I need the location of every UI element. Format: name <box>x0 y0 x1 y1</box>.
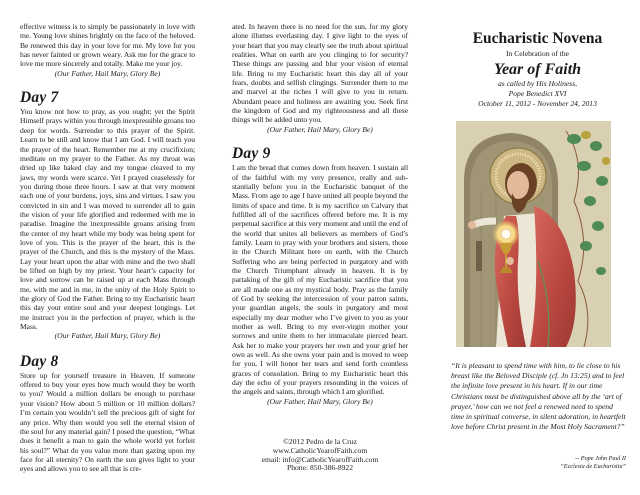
prayer-line: (Our Father, Hail Mary, Glory Be) <box>267 124 373 134</box>
day6-continued-text: effective witness is to simply be passionately in love with me. Young love shines brightly on the face of the beloved. Be renewed this day in your love for me. My love for you has never fainted or grown weary. Ask me for the grace to love me more sincerely and totally. Make me your joy. <box>20 22 195 69</box>
day9-heading: Day 9 <box>232 145 271 163</box>
title: Eucharistic Novena <box>472 30 603 47</box>
day9-text: I am the bread that comes down from heaven. I sustain all of the faithful with my very presence, really and substantially before you in the Eucharistic banquet of the Mass. From age to age I have united all people beyond the limits of space and time. It is my sacrifice on Calvary that fulfilled all of the sacrifices offered before me. It is my perpetual sacrifice at this very moment and until the end of the world that unites all believers as members of God’s family. Learn to pray with your brothers and sisters, those in the Church Militant here on earth, with the Church Suffering who are being perfected in purgatory and with the Church Triumphant already in heaven. It is by partaking of the gift of my Eucharistic sacrifice that you are all made one as my mystical body. Pray as the family of God by seeking the intercession of your patron saints, your guardian angels, the souls in purgatory and most especially my dear mother who I’ve given to you as your mother as well. Bring to my ever-virgin mother your sorrows and unite them to her immaculate pierced heart. Ask her to make your prayers her own and your grief her own as well. As she owns your pain and is moved to weep for you, I will honor her tears and send forth countless graces of consolation. Bring to my Eucharistic heart this day the echo of your prayers resounding in the voices of the angels and saints, through which I am glorified. <box>232 163 408 397</box>
prayer-line: (Our Father, Hail Mary, Glory Be) <box>54 68 161 78</box>
cover-title-block <box>445 30 630 109</box>
pope: Pope Benedict XVI <box>508 89 567 98</box>
copyright: ©2012 Pedro de la Cruz <box>283 437 357 446</box>
email-link[interactable]: email: info@CatholicYearofFaith.com <box>261 454 379 464</box>
dates: October 11, 2012 - November 24, 2013 <box>478 99 597 108</box>
year-of-faith: Year of Faith <box>493 61 582 78</box>
column-left <box>20 22 195 474</box>
phone: Phone: 850-386-8922 <box>286 463 354 473</box>
attribution-author: -- Pope John Paul II <box>575 455 626 462</box>
called-by: as called by His Holiness, <box>497 79 578 88</box>
pope-quote: “It is pleasant to spend time with him, to lie close to his breast like the Beloved Disciple (cf. Jn 13:25) and to feel the infinite love present in his heart. If in our time Christians must be distinguished above all by the ‘art of prayer,’ how can we not feel a renewed need to spend time in spiritual converse, in silent adoration, in heartfelt love before Christ present in the Most Holy Sacrament?” <box>451 361 626 432</box>
subtitle: In Celebration of the <box>505 49 570 58</box>
column-middle <box>232 22 408 406</box>
day7-text: You know not how to pray, as you ought; yet the Spirit Himself prays within you through inexpressible groans too deep for words. Surrender to this prayer of the Spirit. Learn to be still and know that I am God. I will teach you the prayer of the heart. Remember me at my crucifixion; meditate on my prayer to the Father. As my throat was dried up like baked clay and my tongue cleaved to my jaws, my words were scarce. Yet I prayed ceaselessly for you during those three hours. I saw at that very moment each one of your burdens, joys, sins and virtues. I saw you convicted in sin and I was moved to surrender all to gain the vision of your life glorified and redeemed with me in paradise. Imagine the inexpressible groans arising from the center of my heart while my body was being spent for love of you. This is the prayer of the heart, this is the prayer of the Church, and this is the mystery of the Mass. Lay your heart upon the altar with mine and the two shall be lifted on high by my priest. Your heart’s capacity for love and sorrow can be raised up at each Mass through me, with me and in me, in the unity of the Holy Spirit to the glory of God the Father. Bring to my Eucharistic heart this day your entire soul and your deepest longings. Let me instruct you in the perfection of prayer, which is the Mass. <box>20 107 195 332</box>
credits <box>232 438 408 473</box>
quote-attribution <box>560 455 626 471</box>
day8-heading: Day 8 <box>20 352 59 370</box>
attribution-source: “Ecclesia de Eucharistia” <box>560 463 626 470</box>
jesus-eucharist-image <box>456 121 611 347</box>
day8-continued-text: ated. In heaven there is no need for the sun, for my glory alone illumes everlasting day. I give light to the eyes of your heart that you may clearly see the truth about spiritual realities. What on earth are you clinging to for security? These things are passing and blur your vision of eternal life. Bring to my Eucharistic heart this day all of your fears, doubts and selfish clingings. Surrender them to me and marvel at the riches I will give to you in return. Abundant peace and holiness are awaiting you. Seek first the kingdom of God and my righteousness and all these things will be added unto you. <box>232 22 408 125</box>
day8-text: Store up for yourself treasure in Heaven. If someone offered to buy your eyes how much would they be worth to you? Would a million dollars be enough to purchase your vision? How about 5 million or 10 million dollars? I’m certain you wouldn’t sell the precious gift of sight for any price. Why then would you sell the eternal vision of the soul for any material gain? I posed the question, “What does it benefit a man to gain the whole world yet forfeit his soul?” What do you value more than gazing upon my face for all eternity? On earth the sun gives light to your eyes and allows you to see all that is cre- <box>20 370 195 474</box>
day7-heading: Day 7 <box>20 89 59 107</box>
website-link[interactable]: www.CatholicYearofFaith.com <box>272 445 368 455</box>
prayer-line: (Our Father, Hail Mary, Glory Be) <box>54 331 161 341</box>
prayer-line: (Our Father, Hail Mary, Glory Be) <box>267 396 373 406</box>
